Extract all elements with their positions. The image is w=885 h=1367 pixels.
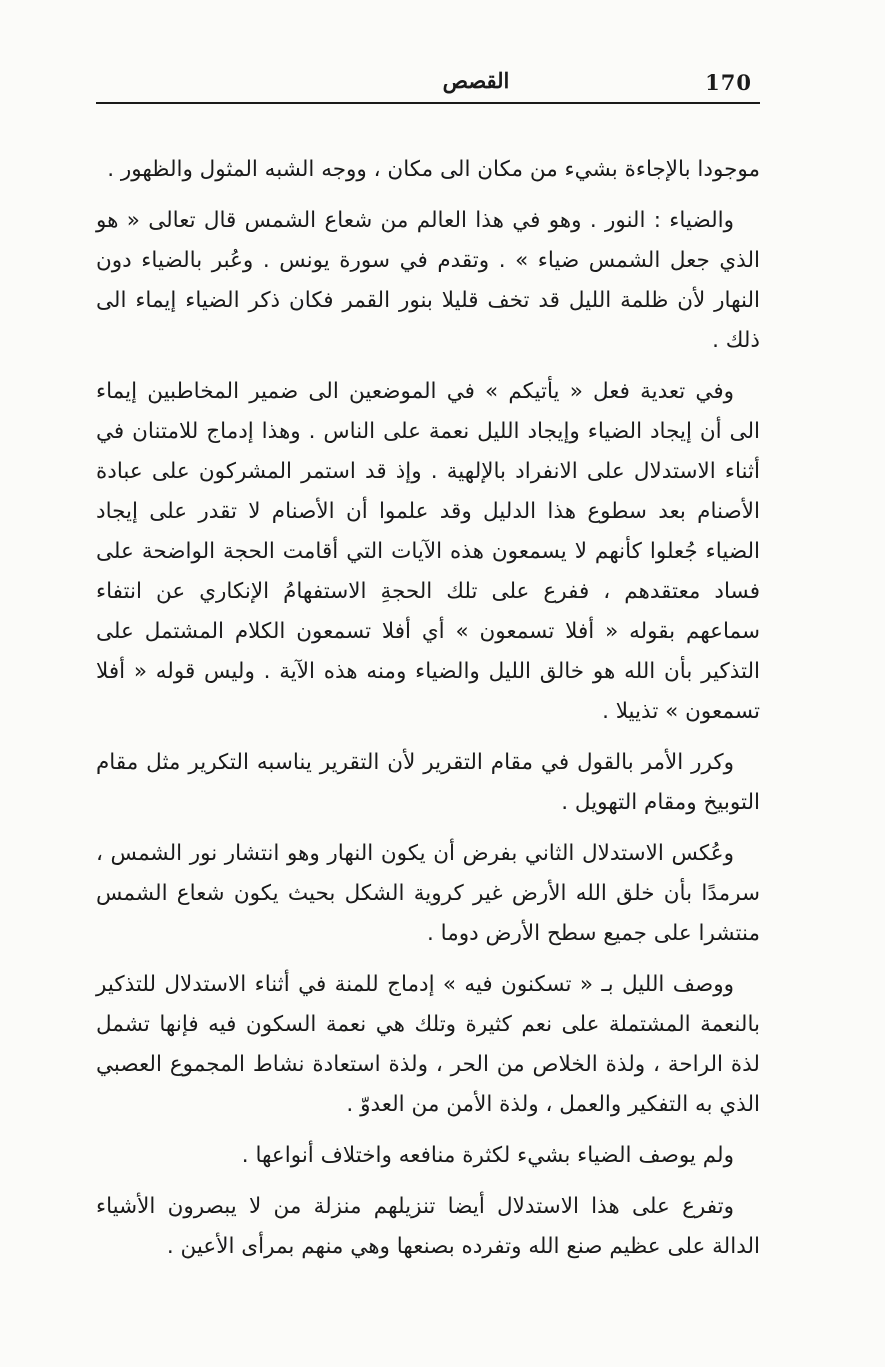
- paragraph: وتفرع على هذا الاستدلال أيضا تنزيلهم منزلة من لا يبصرون الأشياء الدالة على عظيم صنع الله وتفرده بصنعها وهي منهم بمرأى الأعين .: [96, 1194, 760, 1259]
- paragraph: وفي تعدية فعل « يأتيكم » في الموضعين الى ضمير المخاطبين إيماء الى أن إيجاد الضياء وإيجاد الليل نعمة على الناس . وهذا إدماج للامتنان في أثناء الاستدلال على الانفراد بالإلهية . وإذ قد استمر المشركون على عبادة الأصنام بعد سطوع هذا الدليل وقد علموا أن الأصنام لا تقدر على إيجاد الضياء جُعلوا كأنهم لا يسمعون هذه الآيات التي أقامت الحجة الواضحة على فساد معتقدهم ، ففرع على تلك الحجةِ الاستفهامُ الإنكاري عن انتفاء سماعهم بقوله « أفلا تسمعون » أي أفلا تسمعون الكلام المشتمل على التذكير بأن الله هو خالق الليل والضياء ومنه هذه الآية . وليس قوله « أفلا تسمعون » تذييلا .: [96, 379, 760, 724]
- page-number: 170: [705, 70, 752, 95]
- paragraph: والضياء : النور . وهو في هذا العالم من شعاع الشمس قال تعالى « هو الذي جعل الشمس ضياء » . وتقدم في سورة يونس . وعُبر بالضياء دون النهار لأن ظلمة الليل قد تخف قليلا بنور القمر فكان ذكر الضياء إيماء الى ذلك .: [96, 208, 760, 353]
- paragraph: ولم يوصف الضياء بشيء لكثرة منافعه واختلاف أنواعها .: [241, 1143, 734, 1168]
- page-header: [96, 68, 760, 104]
- running-title: القصص: [442, 68, 510, 93]
- paragraph: وكرر الأمر بالقول في مقام التقرير لأن التقرير يناسبه التكرير مثل مقام التوبيخ ومقام التهويل .: [96, 750, 760, 815]
- paragraph: ووصف الليل بـ « تسكنون فيه » إدماج للمنة في أثناء الاستدلال للتذكير بالنعمة المشتملة على نعم كثيرة وتلك هي نعمة السكون فيه فإنها تشمل لذة الراحة ، ولذة الخلاص من الحر ، ولذة استعادة نشاط المجموع العصبي الذي به التفكير والعمل ، ولذة الأمن من العدوّ .: [96, 972, 760, 1117]
- paragraph: موجودا بالإجاءة بشيء من مكان الى مكان ، ووجه الشبه المثول والظهور .: [107, 157, 760, 182]
- paragraph: وعُكس الاستدلال الثاني بفرض أن يكون النهار وهو انتشار نور الشمس ، سرمدًا بأن خلق الله الأرض غير كروية الشكل بحيث يكون شعاع الشمس منتشرا على جميع سطح الأرض دوما .: [96, 841, 760, 946]
- page-body: [96, 150, 760, 1278]
